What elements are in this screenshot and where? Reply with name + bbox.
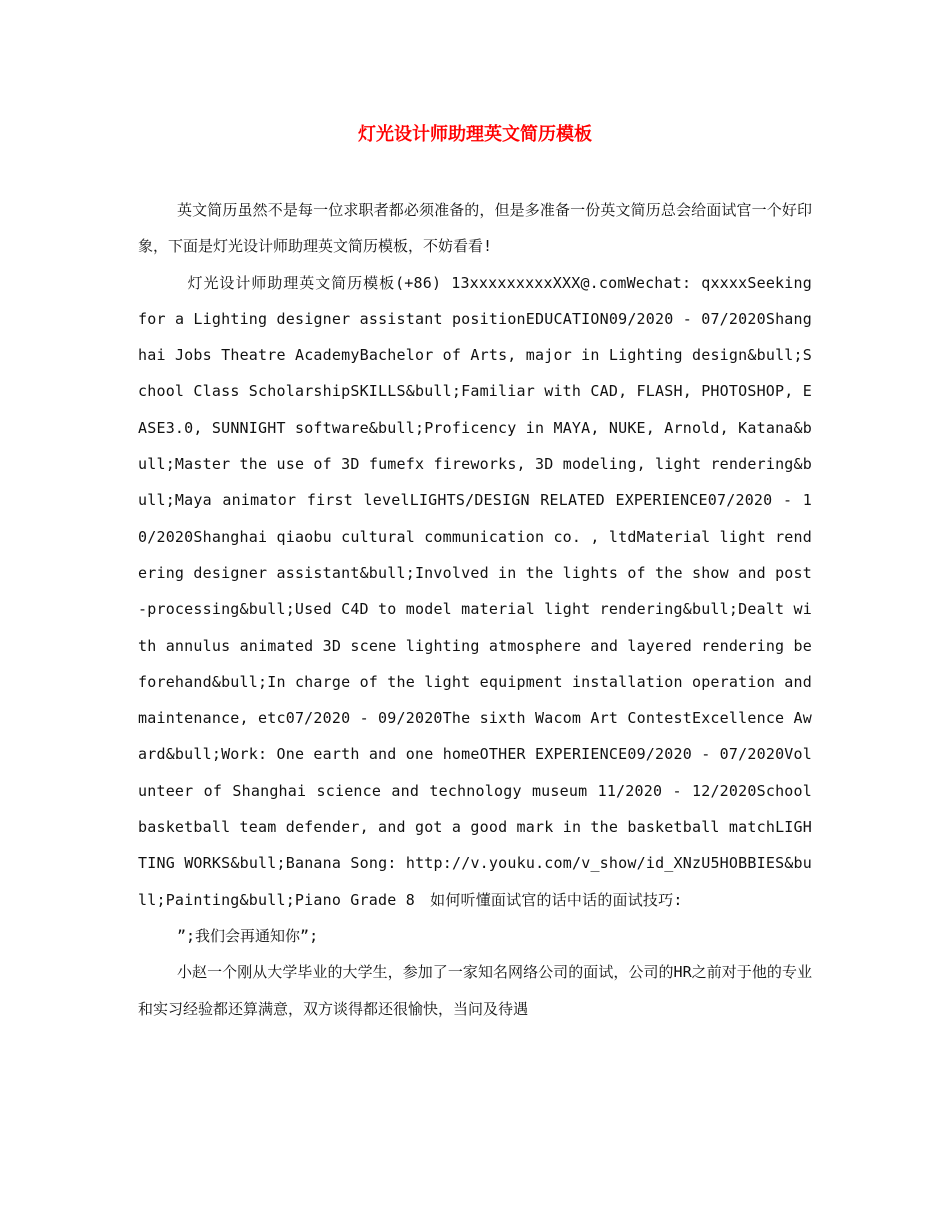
- document-title: 灯光设计师助理英文简历模板: [358, 124, 592, 145]
- document-body: [138, 192, 812, 1027]
- intro-paragraph: 英文简历虽然不是每一位求职者都必须准备的，但是多准备一份英文简历总会给面试官一个好印象，下面是灯光设计师助理英文简历模板，不妨看看!: [138, 201, 812, 256]
- resume-paragraph: 灯光设计师助理英文简历模板(+86) 13xxxxxxxxxXXX@.comWechat: qxxxxSeeking for a Lighting designer assistant positionEDUCATION09/2020 - 07/2020Shanghai Jobs Theatre AcademyBachelor of Arts, major in Lighting design&bull;School Class ScholarshipSKILLS&bull;Familiar with CAD, FLASH, PHOTOSHOP, EASE3.0, SUNNIGHT software&bull;Proficency in MAYA, NUKE, Arnold, Katana&bull;Master the use of 3D fumefx fireworks, 3D modeling, light rendering&bull;Maya animator first levelLIGHTS/DESIGN RELATED EXPERIENCE07/2020 - 10/2020Shanghai qiaobu cultural communication co. , ltdMaterial light rendering designer assistant&bull;Involved in the lights of the show and post-processing&bull;Used C4D to model material light rendering&bull;Dealt with annulus animated 3D scene lighting atmosphere and layered rendering beforehand&bull;In charge of the light equipment installation operation and maintenance, etc07/2020 - 09/2020The sixth Wacom Art ContestExcellence Award&bull;Work: One earth and one homeOTHER EXPERIENCE09/2020 - 07/2020Volunteer of Shanghai science and technology museum 11/2020 - 12/2020School basketball team defender, and got a good mark in the basketball matchLIGHTING WORKS&bull;Banana Song: http://v.youku.com/v_show/id_XNzU5HOBBIES&bull;Painting&bull;Piano Grade 8 如何听懂面试官的话中话的面试技巧:: [138, 273, 812, 909]
- story-paragraph: 小赵一个刚从大学毕业的大学生，参加了一家知名网络公司的面试，公司的HR之前对于他的专业和实习经验都还算满意，双方谈得都还很愉快，当问及待遇: [138, 963, 812, 1018]
- quote-paragraph: ”;我们会再通知你”;: [177, 926, 319, 945]
